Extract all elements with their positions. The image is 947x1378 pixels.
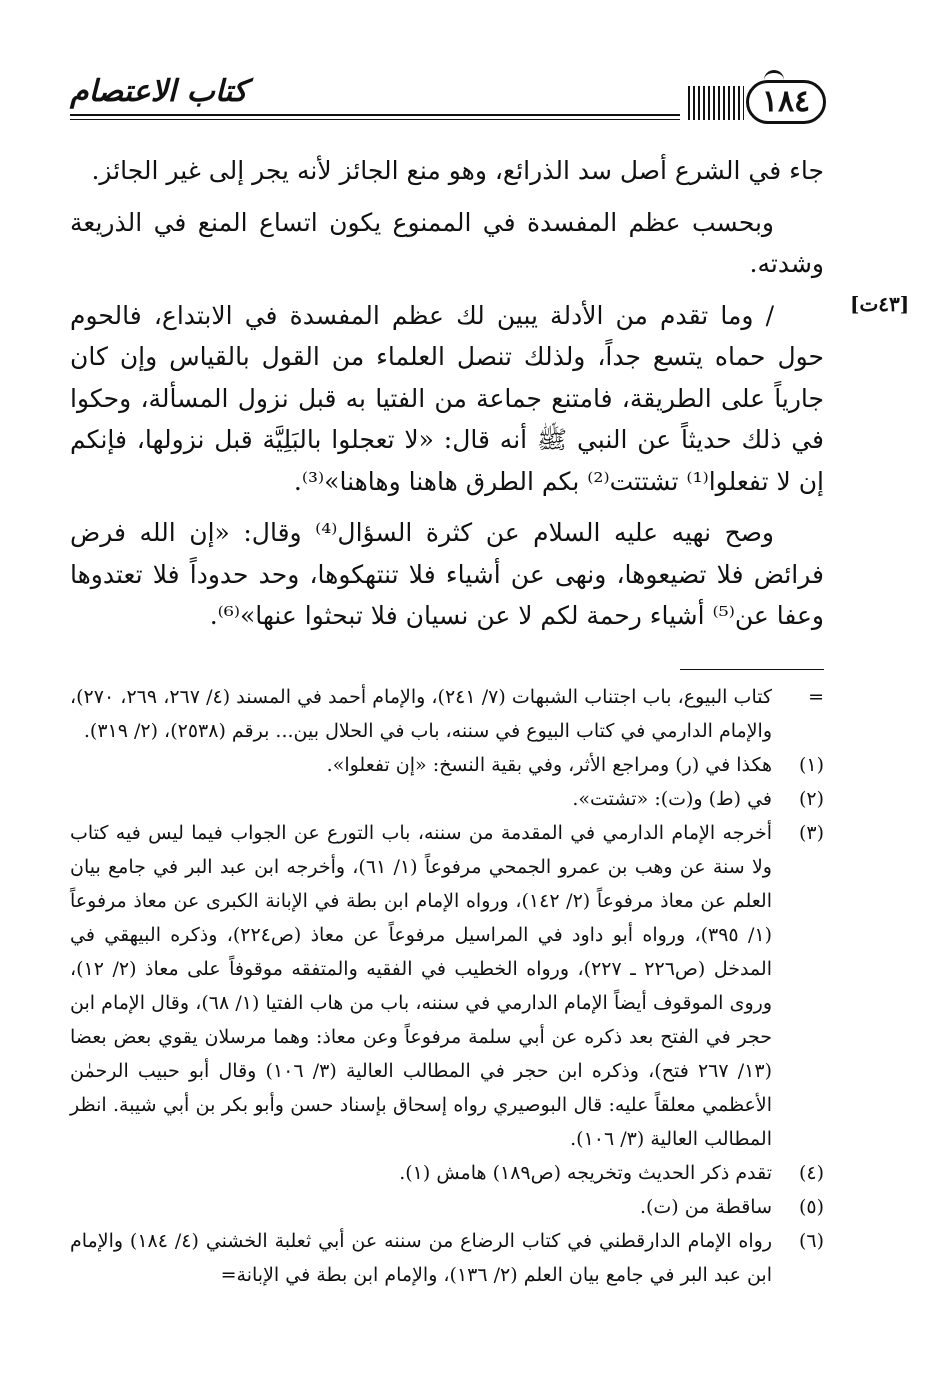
footnote-text: رواه الإمام الدارقطني في كتاب الرضاع من سننه عن أبي ثعلبة الخشني (٤/ ١٨٤) والإمام ابن عبد البر في جامع بيان العلم (٢/ ١٣٦)، والإمام ابن بطة في الإبانة= <box>70 1230 772 1286</box>
page-number-ornament <box>680 80 828 120</box>
footnote-text: في (ط) و(ت): «تشتت». <box>572 788 772 810</box>
footnote-text: تقدم ذكر الحديث وتخريجه (ص١٨٩) هامش (١). <box>399 1162 772 1184</box>
body-paragraph: وبحسب عظم المفسدة في الممنوع يكون اتساع المنع في الذريعة وشدته. <box>70 207 824 278</box>
footnote-number: (٣) <box>798 822 824 844</box>
page-header <box>70 62 828 124</box>
body-paragraph: جاء في الشرع أصل سد الذرائع، وهو منع الجائز لأنه يجر إلى غير الجائز. <box>91 156 824 185</box>
footnote-number: = <box>808 686 824 708</box>
footnote-number: (٤) <box>798 1162 824 1184</box>
body-paragraph: وصح نهيه عليه السلام عن كثرة السؤال⁽⁴⁾ وقال: «إن الله فرض فرائض فلا تضيعوها، ونهى عن أشياء فلا تنتهكوها، وحد حدوداً فلا تعتدوها وعفا عن⁽⁵⁾ أشياء رحمة لكم لا عن نسيان فلا تبحثوا عنها»⁽⁶⁾. <box>70 518 824 630</box>
footnote <box>70 816 824 1156</box>
footnote-text: أخرجه الإمام الدارمي في المقدمة من سننه، باب التورع عن الجواب فيما ليس فيه كتاب ولا سنة عن وهب بن عمرو الجمحي مرفوعاً (١/ ٦١)، وأخرجه ابن عبد البر في جامع بيان العلم عن معاذ مرفوعاً (٢/ ١٤٢)، ورواه الإمام ابن بطة في الإبانة الكبرى عن معاذ مرفوعاً (١/ ٣٩٥)، ورواه أبو داود في المراسيل مرفوعاً عن معاذ (ص٢٢٤)، وذكره البيهقي في المدخل (ص٢٢٦ ـ ٢٢٧)، ورواه الخطيب في الفقيه والمتفقه موقوفاً على معاذ (٢/ ١٢)، وروى الموقوف أيضاً الإمام الدارمي في سننه، باب من هاب الفتيا (١/ ٦٨)، وقال الإمام ابن حجر في الفتح بعد ذكره عن أبي سلمة مرفوعاً وعن معاذ: وهما مرسلان يقوي بعض بعضا (١٣/ ٢٦٧ فتح)، وذكره ابن حجر في المطالب العالية (٣/ ١٠٦) وقال أبو حبيب الرحمٰن الأعظمي معلقاً عليه: قال البوصيري رواه إسحاق بإسناد حسن وأبو بكر بن أبي شيبة. انظر المطالب العالية (٣/ ١٠٦). <box>70 822 772 1150</box>
body-paragraph: / وما تقدم من الأدلة يبين لك عظم المفسدة في الابتداع، فالحوم حول حماه يتسع جداً، ولذلك تنصل العلماء من القول بالقياس وإن كان جارياً على الطريقة، فامتنع جماعة من الفتيا به قبل نزول المسألة، وحكوا في ذلك حديثاً عن النبي ﷺ أنه قال: «لا تعجلوا بالبَلِيَّة قبل نزولها، فإنكم إن لا تفعلوا⁽¹⁾ تشتتت⁽²⁾ بكم الطرق هاهنا وهاهنا»⁽³⁾. <box>70 300 824 496</box>
footnotes <box>70 680 824 1292</box>
footnote <box>70 748 824 782</box>
footnote-separator <box>680 669 824 670</box>
main-text <box>70 150 824 647</box>
footnote-number: (٢) <box>798 788 824 810</box>
footnote <box>70 1190 824 1224</box>
ornament-hatching <box>688 86 744 120</box>
footnote <box>70 782 824 816</box>
footnote <box>70 1156 824 1190</box>
footnote-text: كتاب البيوع، باب اجتناب الشبهات (٧/ ٢٤١)، والإمام أحمد في المسند (٤/ ٢٦٧، ٢٦٩، ٢٧٠)، والإمام الدارمي في كتاب البيوع في سننه، باب في الحلال بين... برقم (٢٥٣٨)، (٢/ ٣١٩). <box>70 686 773 742</box>
footnote-text: هكذا في (ر) ومراجع الأثر، وفي بقية النسخ: «إن تفعلوا». <box>326 754 772 776</box>
footnote-number: (٦) <box>798 1230 824 1252</box>
footnote-text: ساقطة من (ت). <box>639 1196 772 1218</box>
manuscript-page-marker: [٤٣ت] <box>850 292 910 316</box>
footnote-number: (١) <box>798 754 824 776</box>
page-number: ١٨٤ <box>746 80 826 124</box>
footnote-number: (٥) <box>798 1196 824 1218</box>
footnote <box>70 1224 824 1292</box>
footnote <box>70 680 824 748</box>
book-title: كتاب الاعتصام <box>70 74 248 109</box>
